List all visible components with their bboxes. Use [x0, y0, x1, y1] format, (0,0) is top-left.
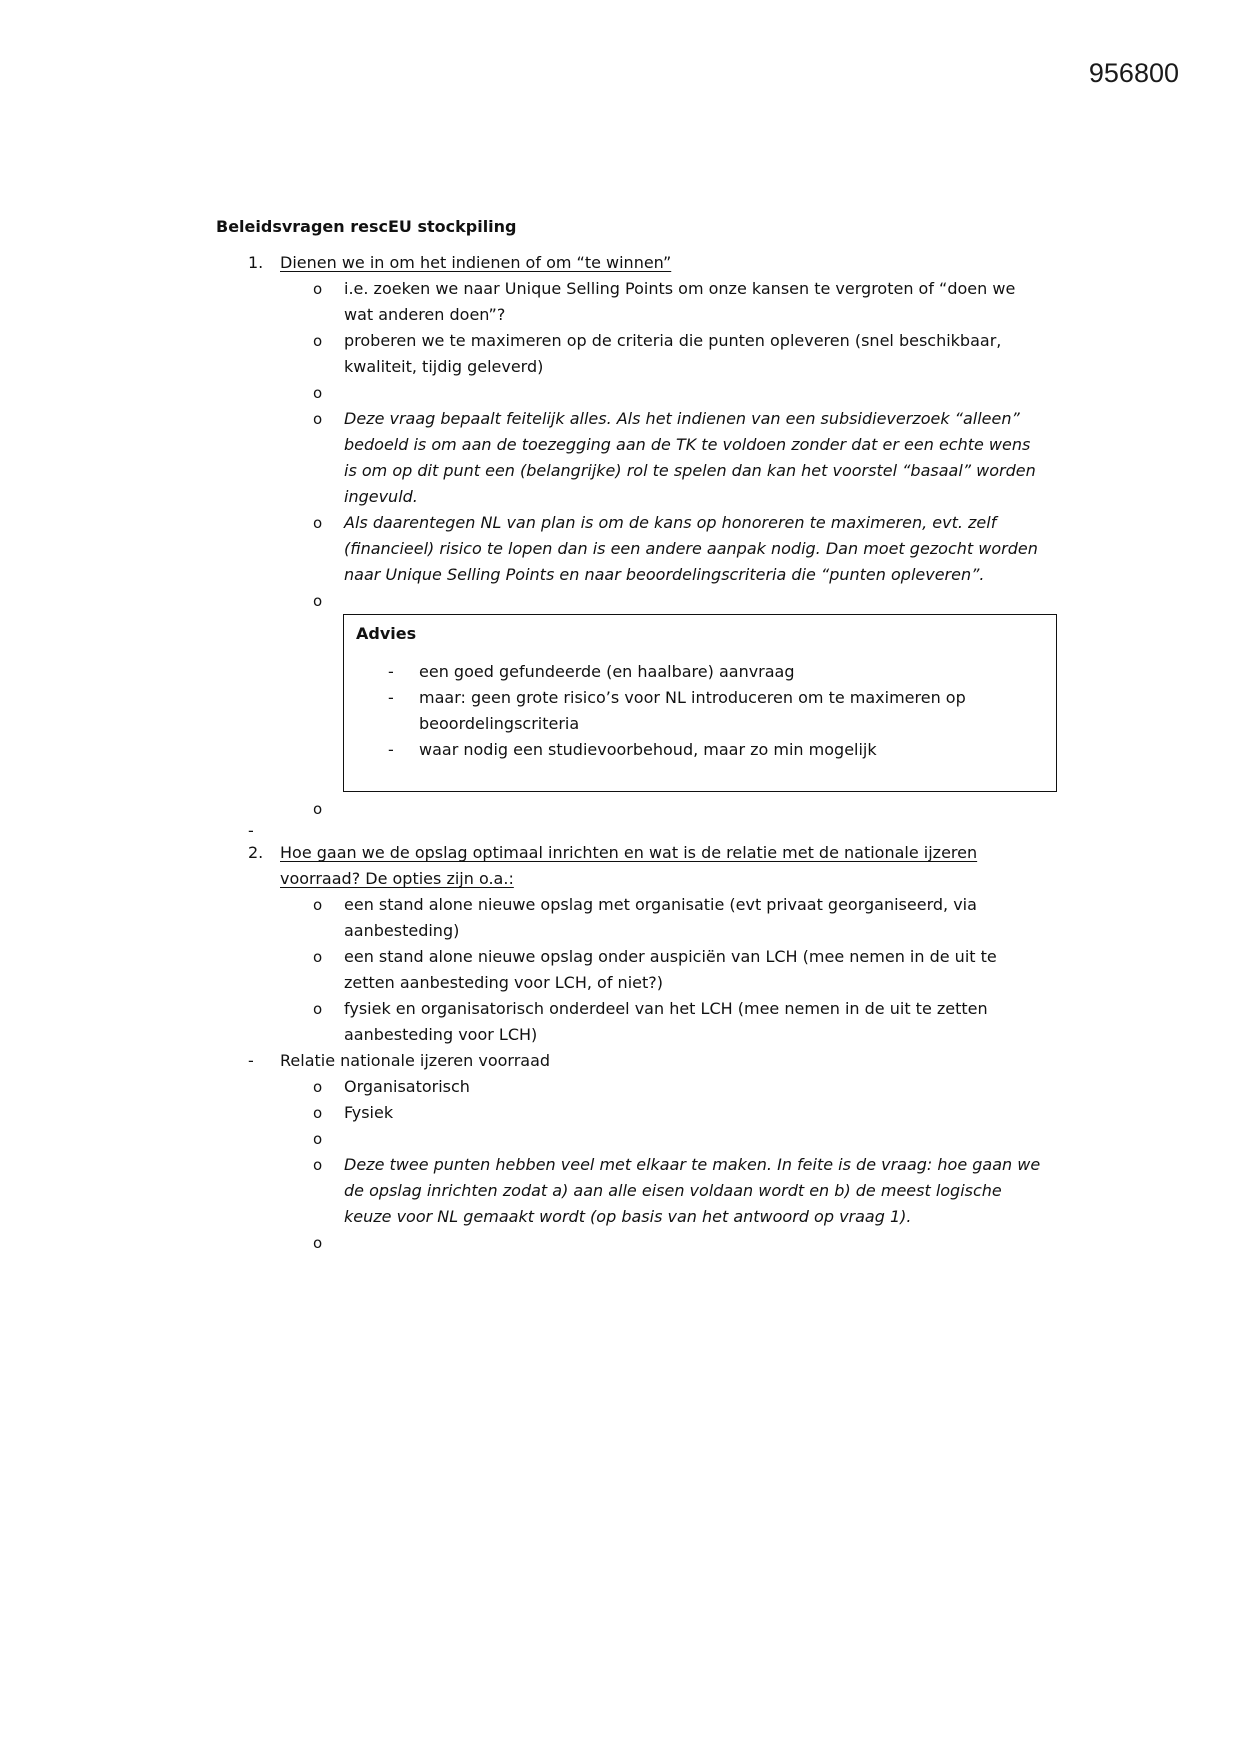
advies-item-text: waar nodig een studievoorbehoud, maar zo min mogelijk	[419, 740, 877, 759]
list-item	[216, 944, 1076, 996]
bullet-text: proberen we te maximeren op de criteria die punten opleveren (snel beschikbaar, kwaliteit, tijdig geleverd)	[344, 331, 1002, 376]
list-item	[216, 1152, 1076, 1230]
dash-icon: -	[248, 821, 254, 840]
question-text: Dienen we in om het indienen of om “te winnen”	[280, 253, 672, 272]
bullet-icon: o	[313, 1104, 323, 1122]
advies-title: Advies	[356, 624, 417, 643]
list-item	[356, 659, 1044, 685]
list-item	[216, 406, 1076, 510]
dash-icon: -	[388, 662, 394, 681]
advies-box	[343, 614, 1057, 792]
bullet-icon: o	[313, 384, 323, 402]
list-item	[356, 685, 1044, 737]
question-1	[216, 250, 1076, 276]
list-item	[216, 1074, 1076, 1100]
bullet-icon: o	[313, 332, 323, 350]
bullet-text: een stand alone nieuwe opslag met organisatie (evt privaat georganiseerd, via aanbesteding)	[344, 895, 977, 940]
list-item	[216, 822, 1076, 840]
advies-section	[216, 614, 1076, 796]
bullet-text: Deze twee punten hebben veel met elkaar te maken. In feite is de vraag: hoe gaan we de opslag inrichten zodat a) aan alle eisen voldaan wordt en b) de meest logische keuze voor NL gemaakt wordt (op basis van het antwoord op vraag 1).	[344, 1155, 1041, 1226]
list-item	[216, 380, 1076, 406]
advies-item-text: maar: geen grote risico’s voor NL introduceren om te maximeren op beoordelingscriteria	[419, 688, 966, 733]
bullet-icon: o	[313, 948, 323, 966]
list-item	[216, 328, 1076, 380]
document-id: 956800	[1088, 58, 1179, 88]
bullet-text: i.e. zoeken we naar Unique Selling Points om onze kansen te vergroten of “doen we wat anderen doen”?	[344, 279, 1016, 324]
bullet-icon: o	[313, 280, 323, 298]
bullet-icon: o	[313, 1000, 323, 1018]
bullet-text: Organisatorisch	[344, 1077, 470, 1096]
dash-icon: -	[388, 740, 394, 759]
list-item	[216, 1126, 1076, 1152]
list-item	[216, 588, 1076, 614]
document-title: Beleidsvragen rescEU stockpiling	[216, 217, 517, 236]
dash-icon: -	[248, 1051, 254, 1070]
list-item	[216, 510, 1076, 588]
list-item	[216, 1230, 1076, 1256]
list-item	[216, 892, 1076, 944]
list-item	[216, 276, 1076, 328]
list-item	[216, 996, 1076, 1048]
advies-item-text: een goed gefundeerde (en haalbare) aanvraag	[419, 662, 795, 681]
bullet-icon: o	[313, 1156, 323, 1174]
bullet-text: fysiek en organisatorisch onderdeel van het LCH (mee nemen in de uit te zetten aanbesteding voor LCH)	[344, 999, 988, 1044]
document-body	[216, 214, 1076, 1256]
relatie-text: Relatie nationale ijzeren voorraad	[280, 1051, 551, 1070]
bullet-icon: o	[313, 1078, 323, 1096]
bullet-icon: o	[313, 896, 323, 914]
bullet-text: Als daarentegen NL van plan is om de kans op honoreren te maximeren, evt. zelf (financieel) risico te lopen dan is een andere aanpak nodig. Dan moet gezocht worden naar Unique Selling Points en naar beoordelingscriteria die “punten opleveren”.	[344, 513, 1038, 584]
list-item	[216, 1100, 1076, 1126]
bullet-text: Deze vraag bepaalt feitelijk alles. Als het indienen van een subsidieverzoek “alleen” bedoeld is om aan de toezegging aan de TK te voldoen zonder dat er een echte wens is om op dit punt een (belangrijke) rol te spelen dan kan het voorstel “basaal” worden ingevuld.	[344, 409, 1036, 506]
bullet-icon: o	[313, 1130, 323, 1148]
list-item	[216, 796, 1076, 822]
question-text: Hoe gaan we de opslag optimaal inrichten en wat is de relatie met de nationale ijzeren voorraad? De opties zijn o.a.:	[280, 843, 978, 888]
question-number: 1.	[248, 253, 264, 272]
question-2	[216, 840, 1076, 892]
bullet-icon: o	[313, 592, 323, 610]
bullet-icon: o	[313, 514, 323, 532]
relatie-heading	[216, 1048, 1076, 1074]
bullet-icon: o	[313, 800, 323, 818]
bullet-text: Fysiek	[344, 1103, 394, 1122]
question-number: 2.	[248, 843, 264, 862]
bullet-icon: o	[313, 1234, 323, 1252]
list-item	[356, 737, 1044, 763]
bullet-text: een stand alone nieuwe opslag onder auspiciën van LCH (mee nemen in de uit te zetten aanbesteding voor LCH, of niet?)	[344, 947, 997, 992]
bullet-icon: o	[313, 410, 323, 428]
dash-icon: -	[388, 688, 394, 707]
